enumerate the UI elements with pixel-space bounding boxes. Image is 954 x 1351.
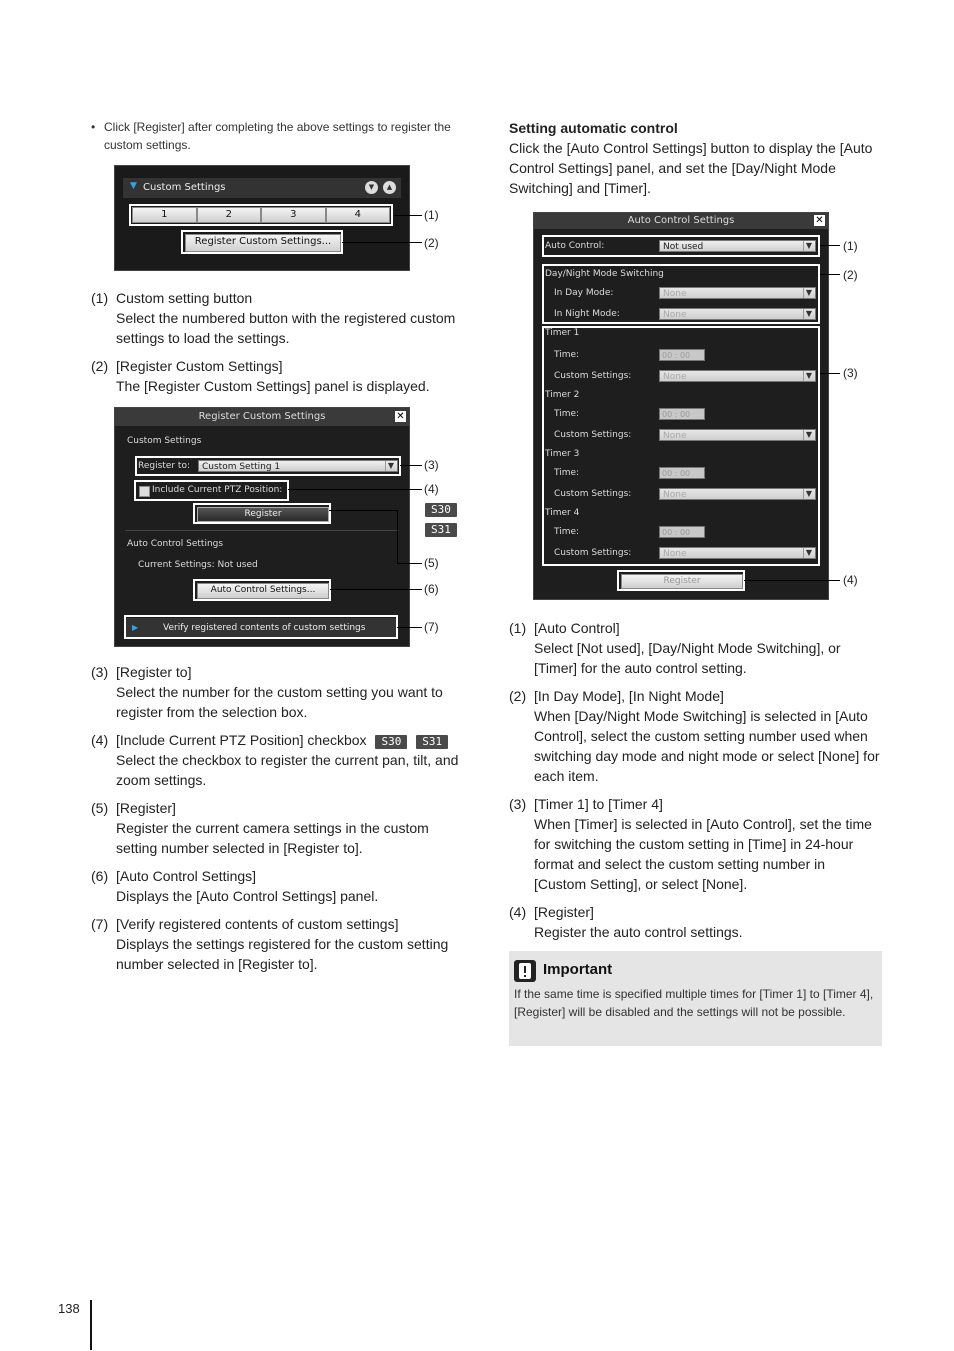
leader-line-r1 <box>820 245 840 246</box>
timer-4-label: Timer 4 <box>545 508 580 518</box>
leader-line-7 <box>397 627 422 628</box>
dropdown-arrow-icon: ▼ <box>385 461 396 471</box>
callout-7: (7) <box>424 620 439 634</box>
important-box <box>509 951 882 1046</box>
leader-line-r4 <box>744 580 840 581</box>
auto-panel-title: Auto Control Settings <box>627 215 735 226</box>
item-7-num: (7) <box>91 916 109 932</box>
r-item-3-title: [Timer 1] to [Timer 4] <box>534 796 663 812</box>
custom-settings-header <box>123 178 401 198</box>
callout-r3: (3) <box>843 366 858 380</box>
register-to-value: Custom Setting 1 <box>202 462 281 472</box>
close-icon[interactable]: ✕ <box>396 411 405 422</box>
important-icon <box>514 960 536 982</box>
r-item-4-num: (4) <box>509 904 527 920</box>
item-1-desc: Select the numbered button with the registered custom settings to load the settings. <box>116 310 456 346</box>
item-5-head <box>91 798 466 818</box>
item-7-head <box>91 914 466 934</box>
page-number: 138 <box>58 1301 80 1316</box>
item-1-num: (1) <box>91 290 109 306</box>
leader-line-5a <box>329 510 398 511</box>
timer-1-custom-value: None <box>663 372 687 382</box>
custom-settings-title: Custom Settings <box>143 182 226 193</box>
item-6-head <box>91 866 466 886</box>
day-mode-label: In Day Mode: <box>554 288 614 298</box>
important-icon-dot <box>524 975 526 977</box>
timer-2-custom-select[interactable] <box>659 429 816 441</box>
auto-panel-titlebar <box>534 213 828 229</box>
auto-control-value: Not used <box>663 242 704 252</box>
bullet-text: Click [Register] after completing the above settings to register the custom settings. <box>104 120 451 152</box>
custom-setting-button-4[interactable]: 4 <box>326 207 391 223</box>
collapse-down-icon[interactable]: ▼ <box>365 181 378 194</box>
item-1-title: Custom setting button <box>116 290 253 306</box>
highlight-auto-control <box>193 579 331 601</box>
callout-r1: (1) <box>843 239 858 253</box>
register-button[interactable]: Register <box>197 507 329 522</box>
timer-4-time-label: Time: <box>554 527 580 537</box>
item-2-num: (2) <box>91 358 109 374</box>
leader-line-4 <box>288 489 422 490</box>
r-item-2-num: (2) <box>509 688 527 704</box>
timer-1-custom-select[interactable] <box>659 370 816 382</box>
bullet-note <box>91 118 466 154</box>
r-item-4 <box>509 902 881 942</box>
r-item-1-title: [Auto Control] <box>534 620 620 636</box>
custom-setting-button-1[interactable]: 1 <box>132 207 197 223</box>
dropdown-arrow-icon: ▼ <box>803 489 814 499</box>
highlight-verify <box>124 615 398 639</box>
timer-2-custom-value: None <box>663 431 687 441</box>
item-4-head <box>91 730 466 750</box>
r-item-4-head <box>509 902 881 922</box>
register-custom-settings-panel <box>114 407 410 647</box>
timer-1-label: Timer 1 <box>545 328 580 338</box>
item-3 <box>91 662 466 722</box>
custom-settings-section-label: Custom Settings <box>127 436 202 446</box>
register-to-label: Register to: <box>138 461 190 471</box>
dropdown-arrow-icon: ▼ <box>803 309 814 319</box>
dropdown-arrow-icon: ▼ <box>803 430 814 440</box>
timer-3-label: Timer 3 <box>545 449 580 459</box>
auto-control-settings-panel <box>533 212 829 600</box>
timer-2-label: Timer 2 <box>545 390 580 400</box>
item-6 <box>91 866 466 906</box>
timer-3-time-label: Time: <box>554 468 580 478</box>
r-item-4-desc: Register the auto control settings. <box>534 924 743 940</box>
r-item-2-title: [In Day Mode], [In Night Mode] <box>534 688 724 704</box>
item-6-num: (6) <box>91 868 109 884</box>
item-2-title: [Register Custom Settings] <box>116 358 283 374</box>
leader-line-1 <box>394 215 422 216</box>
item-3-num: (3) <box>91 664 109 680</box>
register-panel-title: Register Custom Settings <box>198 411 326 422</box>
callout-1: (1) <box>424 208 439 222</box>
dropdown-arrow-icon: ▼ <box>803 548 814 558</box>
item-4 <box>91 730 466 790</box>
item-1 <box>91 288 466 348</box>
important-icon-mark <box>524 966 526 973</box>
callout-3: (3) <box>424 458 439 472</box>
right-intro: Click the [Auto Control Settings] button to display the [Auto Control Settings] panel, and set the [Day/Night Mode Switching] and [Timer]. <box>509 140 873 196</box>
timer-3-time-input[interactable]: 00 : 00 <box>659 467 705 479</box>
custom-setting-button-3[interactable]: 3 <box>261 207 326 223</box>
item-2 <box>91 356 466 396</box>
callout-6: (6) <box>424 582 439 596</box>
item-5 <box>91 798 466 858</box>
r-item-2 <box>509 686 881 786</box>
close-icon[interactable]: ✕ <box>815 215 824 226</box>
item-3-title: [Register to] <box>116 664 192 680</box>
custom-settings-panel <box>114 165 410 271</box>
left-items-b <box>91 662 466 974</box>
item-2-desc: The [Register Custom Settings] panel is displayed. <box>116 378 430 394</box>
leader-line-6 <box>330 589 422 590</box>
item-4-desc: Select the checkbox to register the current pan, tilt, and zoom settings. <box>116 752 459 788</box>
r-item-1-desc: Select [Not used], [Day/Night Mode Switching], or [Timer] for the auto control setting. <box>534 640 841 676</box>
divider <box>125 530 399 531</box>
badge-s30: S30 <box>375 735 407 749</box>
right-items <box>509 618 881 942</box>
highlight-ptz <box>134 480 289 501</box>
item-7-desc: Displays the settings registered for the custom setting number selected in [Register to]. <box>116 936 449 972</box>
timer-3-custom-select[interactable] <box>659 488 816 500</box>
timer-4-custom-value: None <box>663 549 687 559</box>
r-item-1-head <box>509 618 881 638</box>
r-item-2-desc: When [Day/Night Mode Switching] is selected in [Auto Control], select the custom setting number used when switching day mode and night mode or select [None] for each item. <box>534 708 880 784</box>
timer-1-time-label: Time: <box>554 350 580 360</box>
item-1-head <box>91 288 466 308</box>
item-2-head <box>91 356 466 376</box>
callout-r2: (2) <box>843 268 858 282</box>
highlight-auto-control-row <box>542 235 820 257</box>
callout-r4: (4) <box>843 573 858 587</box>
leader-line-5c <box>397 563 422 564</box>
callout-5: (5) <box>424 556 439 570</box>
r-item-3-num: (3) <box>509 796 527 812</box>
item-6-title: [Auto Control Settings] <box>116 868 257 884</box>
r-item-1-num: (1) <box>509 620 527 636</box>
highlight-register-to <box>135 456 401 476</box>
custom-setting-button-2[interactable]: 2 <box>197 207 262 223</box>
important-text: If the same time is specified multiple times for [Timer 1] to [Timer 4], [Register] will be disabled and the settings will not be possible. <box>514 987 874 1019</box>
daynight-label: Day/Night Mode Switching <box>545 269 664 279</box>
expand-arrow-icon: ▶ <box>132 623 139 632</box>
timer-2-custom-label: Custom Settings: <box>554 430 632 440</box>
leader-line-2 <box>342 242 422 243</box>
important-title: Important <box>543 961 613 978</box>
day-mode-select[interactable] <box>659 287 816 299</box>
callout-4: (4) <box>424 482 439 496</box>
night-mode-value: None <box>663 310 687 320</box>
r-item-3 <box>509 794 881 894</box>
verify-label: Verify registered contents of custom settings <box>163 623 366 633</box>
timer-2-time-label: Time: <box>554 409 580 419</box>
leader-line-r2 <box>820 274 840 275</box>
timer-4-custom-select[interactable] <box>659 547 816 559</box>
bullet-dot: • <box>91 120 96 134</box>
badge-s30-panel: S30 <box>425 503 457 517</box>
collapse-up-icon[interactable]: ▲ <box>383 181 396 194</box>
dropdown-arrow-icon: ▼ <box>803 288 814 298</box>
item-3-head <box>91 662 466 682</box>
badge-s31: S31 <box>416 735 448 749</box>
highlight-custom-buttons <box>129 204 393 226</box>
item-7 <box>91 914 466 974</box>
item-5-title: [Register] <box>116 800 176 816</box>
current-settings-text: Current Settings: Not used <box>138 560 258 570</box>
item-4-title: [Include Current PTZ Position] checkbox <box>116 732 367 748</box>
timer-4-custom-label: Custom Settings: <box>554 548 632 558</box>
auto-control-section-label: Auto Control Settings <box>127 539 224 549</box>
item-6-desc: Displays the [Auto Control Settings] panel. <box>116 888 379 904</box>
timer-4-time-input[interactable]: 00 : 00 <box>659 526 705 538</box>
dropdown-arrow-icon: ▼ <box>803 371 814 381</box>
timer-2-time-input[interactable]: 00 : 00 <box>659 408 705 420</box>
item-4-num: (4) <box>91 732 109 748</box>
timer-3-custom-label: Custom Settings: <box>554 489 632 499</box>
page-number-rule <box>90 1300 92 1350</box>
item-3-desc: Select the number for the custom setting you want to register from the selection box. <box>116 684 443 720</box>
highlight-register <box>193 503 331 524</box>
r-item-3-head <box>509 794 881 814</box>
highlight-auto-register <box>617 570 745 591</box>
timer-1-custom-label: Custom Settings: <box>554 371 632 381</box>
night-mode-select[interactable] <box>659 308 816 320</box>
callout-2: (2) <box>424 236 439 250</box>
night-mode-label: In Night Mode: <box>554 309 620 319</box>
auto-control-label: Auto Control: <box>545 241 605 251</box>
r-item-2-head <box>509 686 881 706</box>
highlight-register-custom <box>181 230 343 254</box>
left-items-a <box>91 288 466 396</box>
item-5-desc: Register the current camera settings in the custom setting number selected in [Register to]. <box>116 820 429 856</box>
r-item-4-title: [Register] <box>534 904 594 920</box>
auto-control-settings-button[interactable]: Auto Control Settings... <box>197 583 329 599</box>
register-panel-titlebar <box>115 408 409 426</box>
leader-line-r3 <box>820 373 840 374</box>
day-mode-value: None <box>663 289 687 299</box>
item-7-title: [Verify registered contents of custom settings] <box>116 916 399 932</box>
triangle-down-icon: ▼ <box>130 181 137 191</box>
leader-line-3 <box>400 465 422 466</box>
timer-1-time-input[interactable]: 00 : 00 <box>659 349 705 361</box>
right-heading: Setting automatic control <box>509 120 678 136</box>
leader-line-5b <box>397 510 398 563</box>
dropdown-arrow-icon: ▼ <box>803 241 814 251</box>
timer-3-custom-value: None <box>663 490 687 500</box>
ptz-label: Include Current PTZ Position: <box>152 485 283 495</box>
r-item-3-desc: When [Timer] is selected in [Auto Control], set the time for switching the custom setting in [Time] in 24-hour format and select the custom setting number in [Custom Setting], or select [None]. <box>534 816 872 892</box>
r-item-1 <box>509 618 881 678</box>
register-custom-settings-button[interactable]: Register Custom Settings... <box>185 234 341 252</box>
item-5-num: (5) <box>91 800 109 816</box>
auto-register-button[interactable]: Register <box>621 574 743 589</box>
badge-s31-panel: S31 <box>425 523 457 537</box>
